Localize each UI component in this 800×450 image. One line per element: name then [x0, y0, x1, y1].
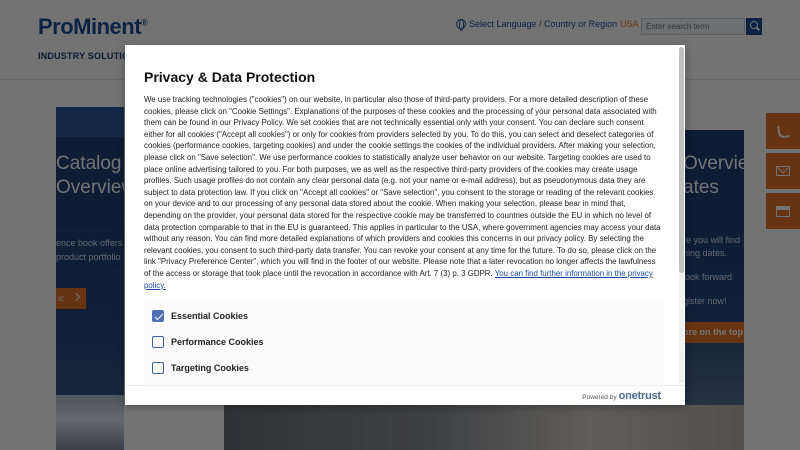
- performance-cookies-checkbox[interactable]: [152, 336, 164, 348]
- cookie-label: Essential Cookies: [171, 311, 249, 322]
- dialog-footer: [125, 385, 685, 405]
- cookie-label: Performance Cookies: [171, 337, 264, 348]
- cookie-row-targeting[interactable]: [152, 355, 664, 381]
- dialog-scrollbar-thumb[interactable]: [679, 47, 684, 273]
- cookie-label: Targeting Cookies: [171, 363, 249, 374]
- privacy-dialog-content[interactable]: [125, 45, 680, 385]
- targeting-cookies-checkbox[interactable]: [152, 362, 164, 374]
- cookie-row-essential[interactable]: [152, 303, 664, 329]
- privacy-policy-link[interactable]: You can find further information in the privacy policy.: [144, 268, 653, 290]
- privacy-description: We use tracking technologies ("cookies") on our website, in particular also those of third-party providers. For a more detailed description of these cookies, please click on "Cookie Settings". Explanations of the purposes of these cookies and the processing of your personal data associated with them can be found in our Privacy Policy. We set cookies that are not technically essential only with your consent. You can declare such consent either for all cookies ("Accept all cookies") or only for cookies from providers selected by you. To do this, you can select and deselect categories of cookies (performance cookies, targeting cookies) and under the cookie settings the cookies of the individual providers. After making your selection, please click on "Save selection". We use performance cookies to statistically analyze user behavior on our website. Targeting cookies are used to place online advertising tailored to you. For both purposes, we as well as the respective third-party providers of the cookies may create usage profiles. Such usage profiles do not contain any clear personal data (e.g. not your name or e-mail address), but as pseudonymous data they are subject to data protection law. If you click on "Accept all cookies" or "Save selection", you consent to the storage or reading of the relevant cookies on your device and to our processing of any personal data stored about the cookie. When making your selection, please bear in mind that, depending on the provider, your personal data stored for the respective cookie may be transferred to countries outside the EU in which no level of data protection comparable to that in the EU is guaranteed. This applies in particular to the USA, where government agencies may access your data without any reason. You can find more detailed explanations of which providers and cookies this concerns in our privacy policy. By selecting the relevant cookies, you consent to such third-party data transfer. You can revoke your consent at any time for the future. To do so, please click on the link "Privacy Preference Center", which you will find in the footer of our website. Please note that a later revocation no longer affects the lawfulness of the access or storage that took place until the revocation in accordance with Art. 7 (3) p. 3 GDPR. You can find further information in the privacy policy.: [144, 95, 661, 290]
- onetrust-logo: onetrust: [618, 390, 661, 402]
- cookie-categories: [144, 299, 664, 385]
- cookie-row-performance[interactable]: [152, 329, 664, 355]
- dialog-title: Privacy & Data Protection: [144, 69, 316, 85]
- powered-by-onetrust[interactable]: Powered by onetrust: [582, 390, 661, 402]
- privacy-dialog: [125, 45, 685, 405]
- essential-cookies-checkbox[interactable]: [152, 310, 164, 322]
